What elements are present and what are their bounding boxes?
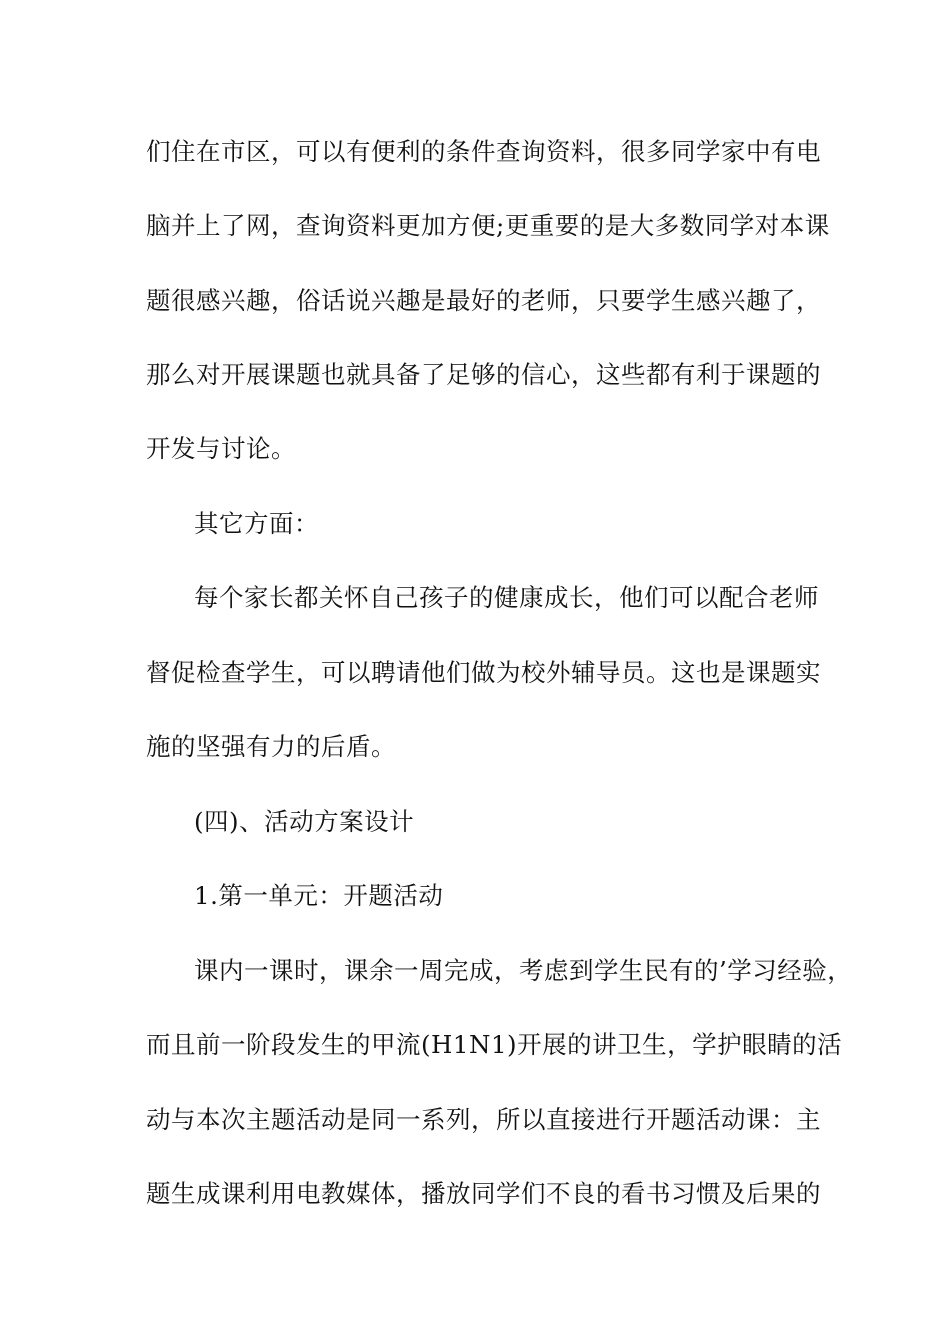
paragraph-line: 们住在市区，可以有便利的条件查询资料，很多同学家中有电 <box>146 137 821 166</box>
section-heading: 其它方面： <box>194 509 319 538</box>
paragraph-line: 每个家长都关怀自己孩子的健康成长，他们可以配合老师 <box>194 583 819 612</box>
paragraph-line: 施的坚强有力的后盾。 <box>146 732 396 761</box>
paragraph-line: 题很感兴趣，俗话说兴趣是最好的老师，只要学生感兴趣了， <box>146 286 821 315</box>
paragraph-line: 课内一课时，课余一周完成，考虑到学生民有的’学习经验， <box>194 956 853 985</box>
paragraph-line: 题生成课利用电教媒体，播放同学们不良的看书习惯及后果的 <box>146 1179 821 1208</box>
section-heading: 1.第一单元：开题活动 <box>194 881 444 910</box>
section-heading: (四)、活动方案设计 <box>194 807 415 836</box>
paragraph-line: 督促检查学生，可以聘请他们做为校外辅导员。这也是课题实 <box>146 658 821 687</box>
paragraph-line: 动与本次主题活动是同一系列，所以直接进行开题活动课：主 <box>146 1105 821 1134</box>
paragraph-line: 而且前一阶段发生的甲流(H1N1)开展的讲卫生，学护眼睛的活 <box>146 1030 843 1059</box>
paragraph-line: 那么对开展课题也就具备了足够的信心，这些都有利于课题的 <box>146 360 821 389</box>
paragraph-line: 开发与讨论。 <box>146 434 296 463</box>
paragraph-line: 脑并上了网，查询资料更加方便;更重要的是大多数同学对本课 <box>146 211 830 240</box>
